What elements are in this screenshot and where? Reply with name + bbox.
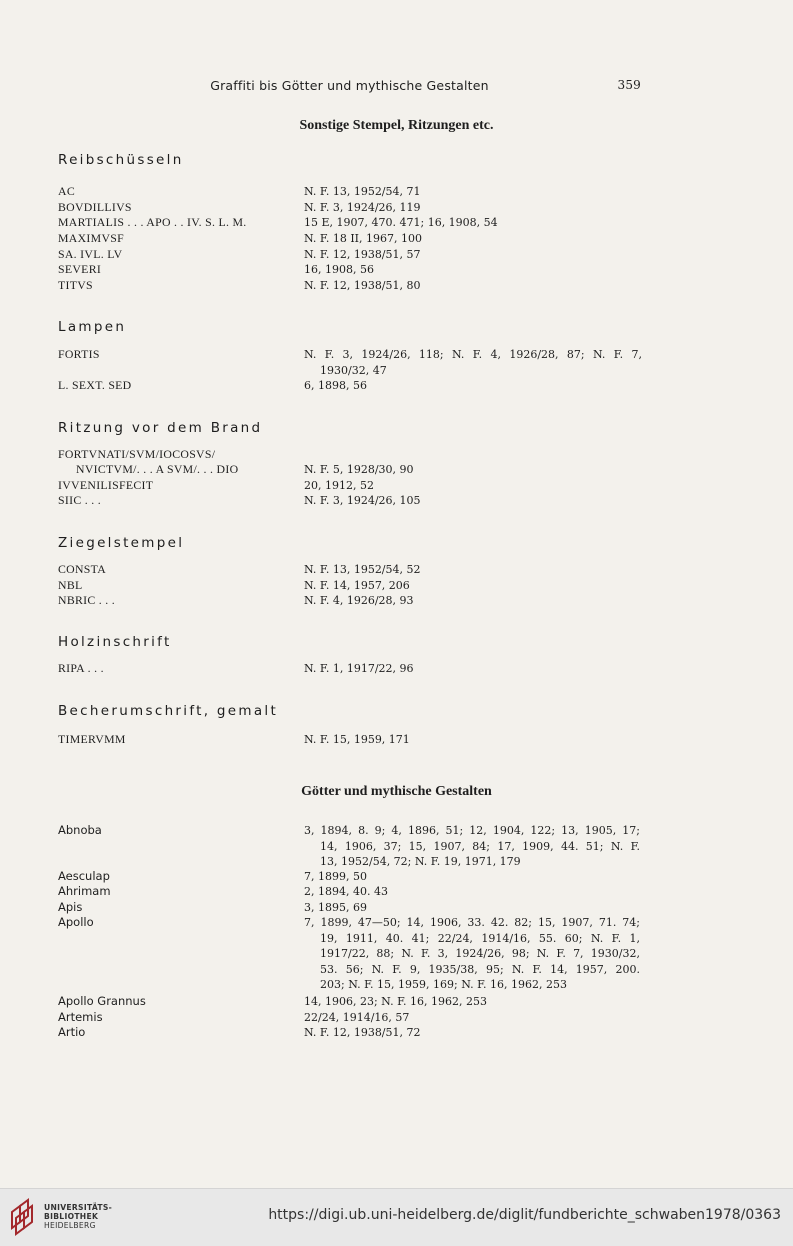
entry-ref: N. F. 4, 1926/28, 93: [304, 594, 414, 607]
library-logo-icon[interactable]: [9, 1198, 35, 1238]
part2-title: Götter und mythische Gestalten: [301, 784, 492, 799]
entry-ref: N. F. 3, 1924/26, 119: [304, 201, 421, 214]
entry-label: Apollo Grannus: [58, 994, 146, 1008]
part1-title: Sonstige Stempel, Ritzungen etc.: [299, 118, 494, 133]
entry-ref: 7, 1899, 47—50; 14, 1906, 33. 42. 82; 15, 1907, 71. 74;: [304, 916, 640, 929]
entry-ref: 3, 1895, 69: [304, 901, 367, 914]
entry-ref: 3, 1894, 8. 9; 4, 1896, 51; 12, 1904, 122; 13, 1905, 17;: [304, 824, 640, 837]
entry-ref: 53. 56; N. F. 9, 1935/38, 95; N. F. 14, 1957, 200.: [320, 962, 640, 976]
entry-ref: 1917/22, 88; N. F. 3, 1924/26, 98; N. F. 7, 1930/32,: [320, 947, 640, 960]
entry-label: MARTIALIS . . . APO . . IV. S. L. M.: [58, 215, 247, 229]
viewer-footer: [0, 1188, 793, 1246]
entry-label: NBRIC . . .: [58, 593, 116, 607]
entry-label: L. SEXT. SED: [58, 378, 132, 392]
entry-label: Aesculap: [58, 869, 110, 883]
entry-label: FORTIS: [58, 347, 100, 361]
entry-label: FORTVNATI/SVM/IOCOSVS/: [58, 447, 216, 461]
entry-ref: 14, 1906, 23; N. F. 16, 1962, 253: [304, 995, 487, 1008]
entry-ref: N. F. 12, 1938/51, 57: [304, 248, 421, 261]
entry-label: Abnoba: [58, 823, 102, 837]
entry-ref: N. F. 13, 1952/54, 52: [304, 563, 421, 576]
section-title: Holzinschrift: [58, 634, 172, 650]
entry-label: IVVENILISFECIT: [58, 478, 154, 492]
entry-label: BOVDILLIVS: [58, 200, 132, 214]
entry-ref: N. F. 18 II, 1967, 100: [304, 232, 422, 245]
entry-label: Apollo: [58, 915, 94, 929]
entry-ref: N. F. 13, 1952/54, 71: [304, 185, 421, 198]
entry-ref: 19, 1911, 40. 41; 22/24, 1914/16, 55. 60; N. F. 1,: [320, 931, 640, 945]
running-title: Graffiti bis Götter und mythische Gestalten: [210, 78, 489, 93]
entry-label: TITVS: [58, 278, 93, 292]
section-title: Reibschüsseln: [58, 152, 184, 168]
entry-label: SA. IVL. LV: [58, 247, 123, 261]
entry-ref: 203; N. F. 15, 1959, 169; N. F. 16, 1962, 253: [320, 978, 568, 991]
section-title: Ziegelstempel: [58, 535, 185, 551]
entry-ref: N. F. 14, 1957, 206: [304, 579, 410, 592]
entry-label: NBL: [58, 578, 83, 592]
entry-ref: 13, 1952/54, 72; N. F. 19, 1971, 179: [320, 855, 521, 868]
entry-ref: 14, 1906, 37; 15, 1907, 84; 17, 1909, 44. 51; N. F.: [320, 839, 640, 853]
entry-ref: N. F. 15, 1959, 171: [304, 733, 410, 746]
library-line: BIBLIOTHEK: [44, 1212, 99, 1221]
library-line: UNIVERSITÄTS-: [44, 1203, 113, 1212]
entry-label: Ahrimam: [58, 884, 111, 898]
entry-ref: 6, 1898, 56: [304, 379, 367, 392]
entry-label: NVICTVM/. . . A SVM/. . . DIO: [76, 462, 239, 476]
entry-ref: N. F. 5, 1928/30, 90: [304, 463, 414, 476]
entry-ref: 7, 1899, 50: [304, 870, 367, 883]
entry-label: Artemis: [58, 1010, 103, 1024]
section-title: Lampen: [58, 319, 127, 335]
running-header: [58, 78, 641, 96]
entry-ref: N. F. 12, 1938/51, 80: [304, 279, 421, 292]
entry-label: Apis: [58, 900, 83, 914]
entry-ref: N. F. 3, 1924/26, 105: [304, 494, 421, 507]
entry-ref: N. F. 3, 1924/26, 118; N. F. 4, 1926/28, 87; N. F. 7,: [304, 348, 642, 361]
entry-label: Artio: [58, 1025, 86, 1039]
entry-ref: N. F. 1, 1917/22, 96: [304, 662, 414, 675]
page-number: 359: [617, 78, 641, 92]
entry-label: AC: [58, 184, 75, 198]
entry-ref: 16, 1908, 56: [304, 263, 374, 276]
entry-ref: 22/24, 1914/16, 57: [304, 1011, 410, 1024]
entry-ref: 2, 1894, 40. 43: [304, 885, 388, 898]
entry-label: SEVERI: [58, 262, 102, 276]
entry-label: MAXIMVSF: [58, 231, 124, 245]
entry-ref: N. F. 12, 1938/51, 72: [304, 1026, 421, 1039]
library-line: HEIDELBERG: [44, 1221, 96, 1230]
entry-ref: 1930/32, 47: [320, 363, 387, 377]
entry-ref: 15 E, 1907, 470. 471; 16, 1908, 54: [304, 216, 498, 229]
entry-ref: 20, 1912, 52: [304, 479, 374, 492]
entry-label: TIMERVMM: [58, 732, 126, 746]
section-title: Becherumschrift, gemalt: [58, 703, 279, 719]
section-title: Ritzung vor dem Brand: [58, 420, 263, 436]
library-name[interactable]: [44, 1203, 112, 1230]
entry-label: RIPA . . .: [58, 661, 104, 675]
entry-label: SIIC . . .: [58, 493, 101, 507]
permalink-url[interactable]: https://digi.ub.uni-heidelberg.de/diglit/fundberichte_schwaben1978/0363: [268, 1207, 781, 1223]
entry-label: CONSTA: [58, 562, 107, 576]
